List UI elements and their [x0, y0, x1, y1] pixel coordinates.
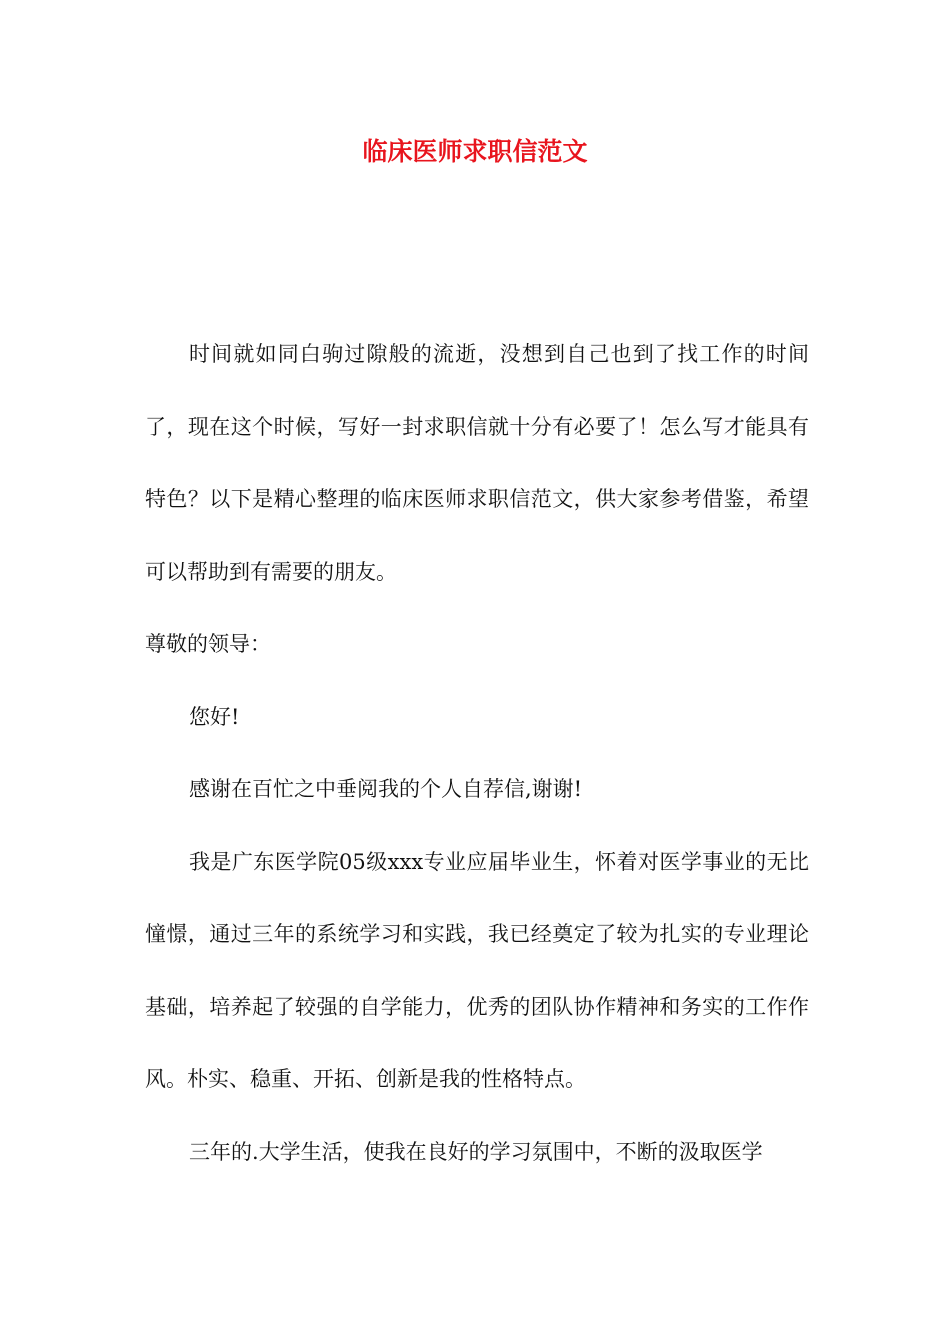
salutation: 尊敬的领导： — [145, 632, 271, 656]
self-introduction-paragraph: 我是广东医学院05级xxx专业应届毕业生，怀着对医学事业的无比憧憬，通过三年的系统学习和实践，我已经奠定了较为扎实的专业理论基础，培养起了较强的自学能力，优秀的团队协作精神和务实的工作作风。朴实、稳重、开拓、创新是我的性格特点。 — [145, 849, 809, 1091]
document-title: 临床医师求职信范文 — [362, 137, 588, 166]
greeting: 您好! — [189, 704, 240, 729]
document-body — [145, 318, 809, 1188]
college-life-paragraph: 三年的.大学生活，使我在良好的学习氛围中，不断的汲取医学 — [189, 1139, 763, 1164]
intro-paragraph: 时间就如同白驹过隙般的流逝，没想到自己也到了找工作的时间了，现在这个时候，写好一封求职信就十分有必要了！怎么写才能具有特色？以下是精心整理的临床医师求职信范文，供大家参考借鉴，希望可以帮助到有需要的朋友。 — [145, 342, 809, 584]
thanks-paragraph: 感谢在百忙之中垂阅我的个人自荐信,谢谢! — [189, 777, 583, 801]
